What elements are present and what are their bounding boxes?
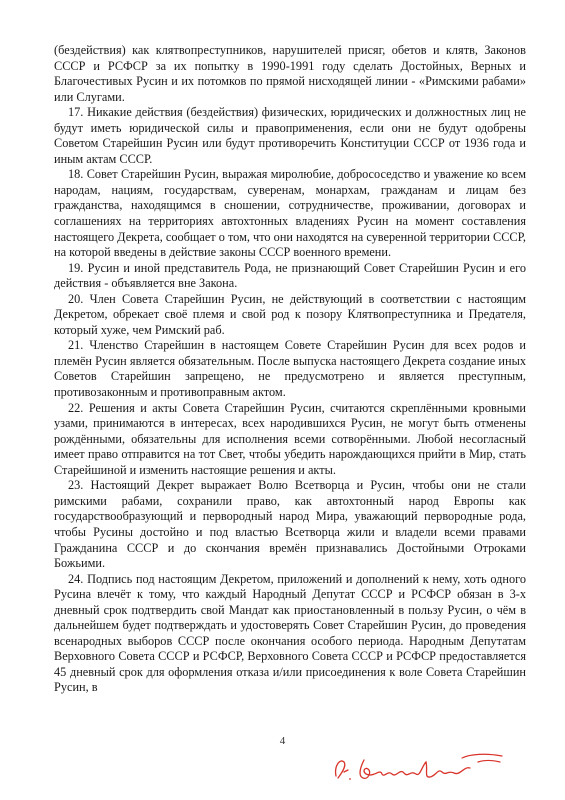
document-body: [54, 43, 526, 696]
paragraph-20: 20. Член Совета Старейшин Русин, не действующий в соответствии с настоящим Декретом, обрекает своё племя и свой род к позору Клятвопреступника и Предателя, который хуже, чем Римский раб.: [54, 291, 526, 337]
paragraph-23: 23. Настоящий Декрет выражает Волю Всетворца и Русин, чтобы они не стали римскими рабами, сохранили право, как автохтонный народ Европы как государствообразующий и первородный народ Мира, уважающий первородные рода, чтобы Русины достойно и под властью Всетворца жили и владели всеми правами Гражданина СССР и до скончания времён признавались Достойными Отроками Божьими.: [54, 478, 526, 571]
paragraph-19: 19. Русин и иной представитель Рода, не признающий Совет Старейшин Русин и его действия - объявляется вне Закона.: [54, 260, 526, 291]
paragraph-18: 18. Совет Старейшин Русин, выражая миролюбие, добрососедство и уважение ко всем народам, нациям, государствам, суверенам, монархам, гражданам и лицам без гражданства, находящимся в сношении, сотрудничестве, проживании, договорах и соглашениях на территориях автохтонных владениях Русин на момент составления настоящего Декрета, сообщает о том, что они находятся на суверенной территории СССР, на которой введены в действие законы СССР военного времени.: [54, 167, 526, 260]
handwritten-signature: [330, 748, 510, 788]
paragraph-21: 21. Членство Старейшин в настоящем Совете Старейшин Русин для всех родов и племён Русин является обязательным. После выпуска настоящего Декрета создание иных Советов Старейшин запрещено, не предусмотрено и является преступным, противозаконным и противоправным актом.: [54, 338, 526, 400]
paragraph-continuation: (бездействия) как клятвопреступников, нарушителей присяг, обетов и клятв, Законов СССР и РСФСР за их попытку в 1990-1991 году сделать Достойных, Верных и Благочестивых Русин и их потомков по прямой нисходящей линии - «Римскими рабами» или Слугами.: [54, 43, 526, 104]
paragraph-22: 22. Решения и акты Совета Старейшин Русин, считаются скреплёнными кровными узами, принимаются в интересах, всех народившихся Русин, не могут быть отменены рождёнными, обязательны для исполнения всеми сотворёнными. Любой несогласный имеет право отправится на тот Свет, чтобы убедить нарождающихся прийти в Мир, стать Старейшиной и изменить настоящие решения и акты.: [54, 400, 526, 477]
paragraph-24: 24. Подпись под настоящим Декретом, приложений и дополнений к нему, хоть одного Русина влечёт к тому, что каждый Народный Депутат СССР и РСФСР обязан в 3-х дневный срок подтвердить свой Мандат как приостановленный в пользу Русин, о чём в дальнейшем будет подтверждать и удостоверять Совет Старейшин Русин, до проведения всенародных выборов СССР после окончания особого периода. Народным Депутатам Верховного Совета СССР и РСФСР, Верховного Совета СССР и РСФСР предоставляется 45 дневный срок для оформления отказа и/или присоединения к воле Совета Старейшин Русин, в: [54, 571, 526, 695]
page-number: 4: [279, 735, 286, 747]
paragraph-17: 17. Никакие действия (бездействия) физических, юридических и должностных лиц не будут иметь юридической силы и правоприменения, если они не будут одобрены Советом Старейшин Русин или будут противоречить Конституции СССР от 1936 года и иным актам СССР.: [54, 105, 526, 166]
